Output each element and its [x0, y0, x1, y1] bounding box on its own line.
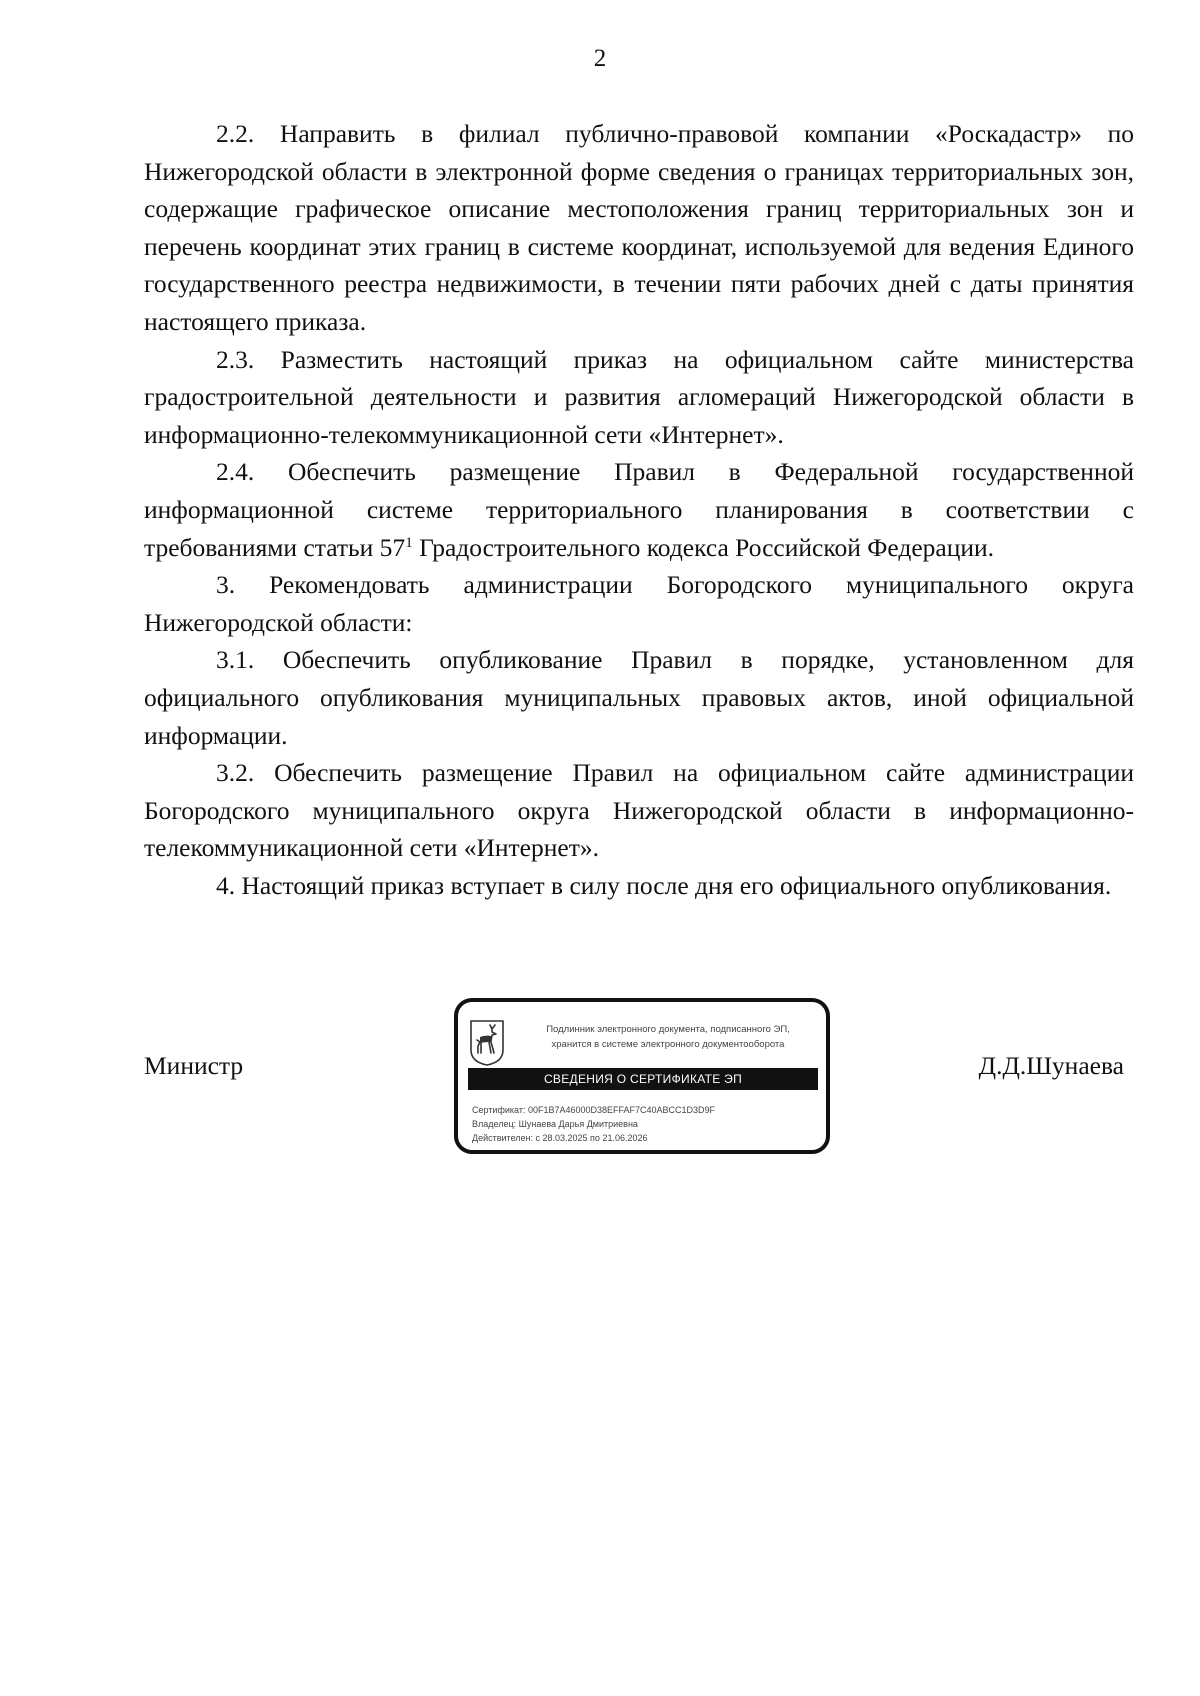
- stamp-notice: [518, 1022, 818, 1052]
- paragraph-2-4-text-after: Градостроительного кодекса Российской Федерации.: [412, 532, 995, 562]
- document-body: [144, 115, 1134, 904]
- paragraph-3-1: 3.1. Обеспечить опубликование Правил в порядке, установленном для официального опубликования муниципальных правовых актов, иной официальной информации.: [144, 645, 1134, 750]
- article-superscript: 1: [405, 534, 413, 551]
- paragraph-2-4: [144, 453, 1134, 566]
- stamp-certificate-number: Сертификат: 00F1B7A46000D38EFFAF7C40ABCC1D3D9F: [472, 1105, 716, 1115]
- paragraph-2-2: 2.2. Направить в филиал публично-правовой компании «Роскадастр» по Нижегородской области в электронной форме сведения о границах территориальных зон, содержащие графическое описание местоположения границ территориальных зон и перечень координат этих границ в системе координат, используемой для ведения Единого государственного реестра недвижимости, в течении пяти рабочих дней с даты принятия настоящего приказа.: [144, 119, 1134, 336]
- signer-name: Д.Д.Шунаева: [978, 1051, 1124, 1080]
- paragraph-3-2: 3.2. Обеспечить размещение Правил на официальном сайте администрации Богородского муниципального округа Нижегородской области в информационно-телекоммуникационной сети «Интернет».: [144, 758, 1134, 863]
- stamp-notice-line-2: хранится в системе электронного документооборота: [551, 1039, 785, 1050]
- paragraph-2-4-text-before: 2.4. Обеспечить размещение Правил в Федеральной государственной информационной системе территориального планирования в соответствии с требованиями статьи 57: [144, 457, 1134, 562]
- signer-position: Министр: [144, 1051, 244, 1080]
- stamp-certificate-details: [472, 1103, 822, 1145]
- paragraph-4: 4. Настоящий приказ вступает в силу после дня его официального опубликования.: [216, 870, 1112, 900]
- stamp-notice-line-1: Подлинник электронного документа, подписанного ЭП,: [546, 1024, 790, 1035]
- paragraph-2-3: 2.3. Разместить настоящий приказ на официальном сайте министерства градостроительной деятельности и развития агломераций Нижегородской области в информационно-телекоммуникационной сети «Интернет».: [144, 344, 1134, 449]
- electronic-signature-stamp: [454, 998, 830, 1154]
- stamp-validity: Действителен: с 28.03.2025 по 21.06.2026: [472, 1133, 648, 1143]
- signature-block: [144, 998, 1134, 1166]
- nizhny-novgorod-deer-emblem-icon: [470, 1020, 504, 1066]
- stamp-owner: Владелец: Шунаева Дарья Дмитриевна: [472, 1119, 638, 1129]
- page-number: 2: [593, 45, 607, 72]
- paragraph-3: 3. Рекомендовать администрации Богородского муниципального округа Нижегородской области:: [144, 570, 1134, 637]
- stamp-certificate-header: СВЕДЕНИЯ О СЕРТИФИКАТЕ ЭП: [468, 1068, 818, 1090]
